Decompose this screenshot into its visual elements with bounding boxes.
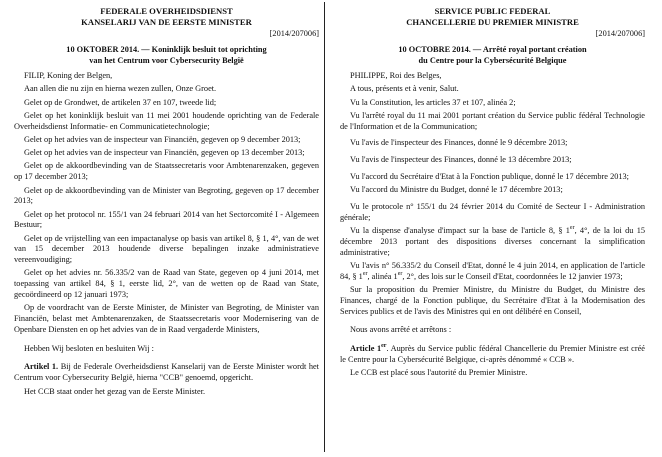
left-article-1-text: Bij de Federale Overheidsdienst Kanselarij van de Eerste Minister wordt het Centrum voor Cybersecurity België, hierna "CCB" genoemd, opgericht. [14, 362, 319, 383]
left-para-7: Gelet op het protocol nr. 155/1 van 24 februari 2014 van het Sectorcomité I - Algemeen Bestuur; [14, 209, 319, 230]
right-header-line1: SERVICE PUBLIC FEDERAL [434, 6, 551, 16]
right-title [340, 45, 645, 66]
right-article-1-tail: Le CCB est placé sous l'autorité du Premier Ministre. [350, 368, 528, 378]
left-title-line2: van het Centrum voor Cybersecurity België [89, 55, 244, 65]
left-greeting: Aan allen die nu zijn en hierna wezen zullen, Onze Groet. [24, 84, 217, 94]
column-divider [324, 2, 325, 452]
right-header-line2: CHANCELLERIE DU PREMIER MINISTRE [406, 16, 579, 27]
left-king: FILIP, Koning der Belgen, [24, 70, 113, 80]
right-reference: [2014/207006] [595, 29, 645, 39]
right-avis-sup1: er [362, 270, 368, 277]
right-para-inspector-13: Vu l'avis de l'inspecteur des Finances, donné le 13 décembre 2013; [350, 155, 572, 165]
left-title [14, 45, 319, 66]
left-title-line1: 10 OKTOBER 2014. — Koninklijk besluit tot oprichting [66, 45, 267, 55]
right-para-secretary: Vu l'accord du Secrétaire d'Etat à la Fonction publique, donné le 17 décembre 2013; [350, 171, 629, 181]
right-avis-sup2: er [397, 270, 403, 277]
right-header [340, 6, 645, 27]
left-header-line1: FEDERALE OVERHEIDSDIENST [100, 6, 233, 16]
left-decree: Hebben Wij besloten en besluiten Wij : [24, 343, 154, 353]
left-header [14, 6, 319, 27]
right-decree: Nous avons arrêté et arrêtons : [350, 325, 452, 335]
left-para-5: Gelet op de akkoordbevinding van de Staatssecretaris voor Ambtenarenzaken, gegeven op 17 december 2013; [14, 161, 319, 182]
left-para-3: Gelet op het advies van de inspecteur van Financiën, gegeven op 9 december 2013; [24, 134, 301, 144]
left-para-8: Gelet op de vrijstelling van een impactanalyse op basis van artikel 8, § 1, 4°, van de wet van 15 december 2013 houdende diverse bepalingen inzake administratieve vereenvoudiging; [14, 233, 319, 265]
left-para-2: Gelet op het koninklijk besluit van 11 mei 2001 houdende oprichting van de Federale Overheidsdienst Informatie- en Communicatietechnologie; [14, 110, 319, 131]
right-greeting: A tous, présents et à venir, Salut. [350, 84, 459, 94]
left-para-10: Op de voordracht van de Eerste Minister, de Minister van Begroting, de Minister van Financiën, belast met Ambtenarenzaken, de Staatssecretaris voor Modernisering van de Openbare Diensten en op het advies van de in Raad vergaderde Ministers, [14, 303, 319, 334]
left-para-9: Gelet op het advies nr. 56.335/2 van de Raad van State, gegeven op 4 juni 2014, met toepassing van artikel 84, § 1, eerste lid, 2°, van de wetten op de Raad van State, gecoördineerd op 12 januari 1973; [14, 268, 319, 300]
left-para-1: Gelet op de Grondwet, de artikelen 37 en 107, tweede lid; [24, 97, 217, 107]
right-article-1-sup: er [381, 343, 387, 350]
right-para-dispense [340, 226, 645, 258]
right-king: PHILIPPE, Roi des Belges, [350, 70, 442, 80]
right-avis-a: Vu l'avis n° 56.335/2 du Conseil d'Etat, donné le 4 juin 2014, en application de l'article 84, § 1 [340, 260, 645, 281]
left-article-1-tail: Het CCB staat onder het gezag van de Eerste Minister. [24, 386, 206, 396]
left-article-1 [14, 362, 319, 384]
right-para-proposal: Sur la proposition du Premier Ministre, du Ministre du Budget, du Ministre des Finances, chargé de la Fonction publique, du Secrétaire d'Etat à la Modernisation des Services publics et de l'avis des Ministres qui en ont délibéré en Conseil, [340, 284, 645, 316]
right-article-1-label-text: Article 1 [350, 344, 382, 354]
left-para-6: Gelet op de akkoordbevinding van de Minister van Begroting, gegeven op 17 december 2013; [14, 185, 319, 206]
right-title-line2: du Centre pour la Cybersécurité Belgique [418, 55, 567, 65]
left-article-1-label: Artikel 1. [24, 362, 59, 372]
right-dispense-sup: er [569, 225, 575, 232]
right-para-inspector-9: Vu l'avis de l'inspecteur des Finances, donné le 9 décembre 2013; [350, 138, 568, 148]
right-article-1-label [350, 344, 386, 353]
left-header-line2: KANSELARIJ VAN DE EERSTE MINISTER [81, 16, 252, 27]
right-dispense-a: Vu la dispense d'analyse d'impact sur la base de l'article 8, § 1 [350, 226, 570, 236]
right-para-constitution: Vu la Constitution, les articles 37 et 107, alinéa 2; [350, 97, 516, 107]
right-article-1-text: . Auprès du Service public fédéral Chancellerie du Premier Ministre est créé le Centre pour la Cybersécurité Belgique, ci-après dénommé « CCB ». [340, 344, 645, 364]
dutch-column [14, 0, 319, 400]
left-reference: [2014/207006] [269, 29, 319, 39]
right-article-1 [340, 344, 645, 366]
right-dispense-b: , 4°, de la loi du 15 décembre 2013 portant des dispositions diverses concernant la simplification administrative; [340, 226, 645, 257]
right-para-budget: Vu l'accord du Ministre du Budget, donné le 17 décembre 2013; [350, 185, 563, 195]
right-para-ar2001: Vu l'arrêté royal du 11 mai 2001 portant création du Service public fédéral Technologie de l'Information et de la Communication; [340, 110, 645, 131]
right-para-avis [340, 261, 645, 283]
right-para-protocol: Vu le protocole n° 155/1 du 24 février 2014 du Comité de Secteur I - Administration générale; [340, 202, 645, 222]
left-para-4: Gelet op het advies van de inspecteur van Financiën, gegeven op 13 december 2013; [24, 148, 305, 158]
french-column [340, 0, 645, 381]
right-title-line1: 10 OCTOBRE 2014. — Arrêté royal portant création [398, 45, 587, 55]
right-avis-b: , alinéa 1 [367, 271, 398, 281]
right-avis-c: , 2°, des lois sur le Conseil d'Etat, coordonnées le 12 janvier 1973; [402, 271, 623, 281]
